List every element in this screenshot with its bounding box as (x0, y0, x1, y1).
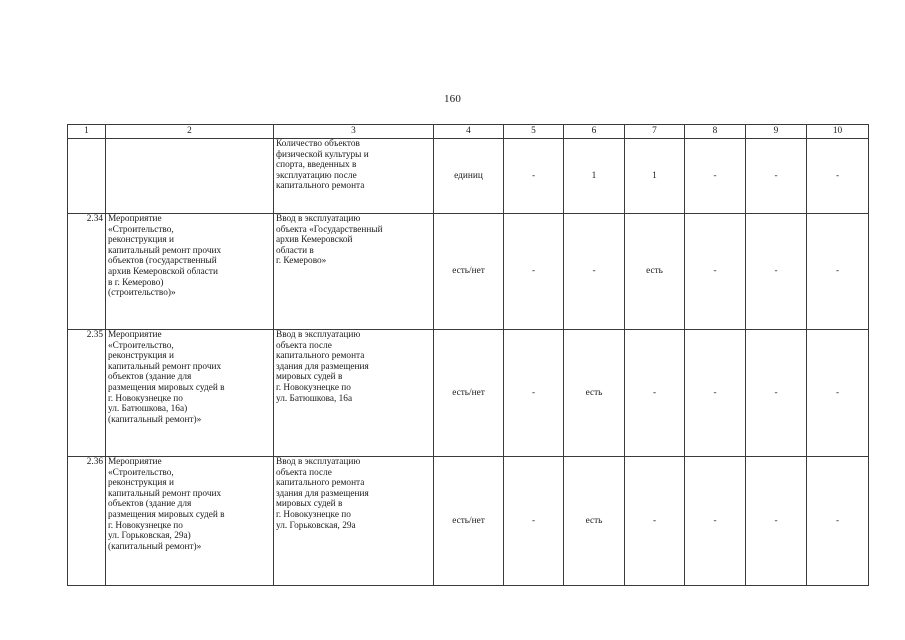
value-cell: - (685, 457, 746, 586)
row-number: 2.35 (68, 330, 106, 457)
indicator-cell: Ввод в эксплуатацию объекта после капитального ремонта здания для размещения мировых судей в г. Новокузнецке по ул. Горьковская, 29а (274, 457, 434, 586)
unit-cell: есть/нет (434, 457, 504, 586)
row-number: 2.36 (68, 457, 106, 586)
event-cell: Мероприятие «Строительство, реконструкция и капитальный ремонт прочих объектов (здание для размещения мировых судей в г. Новокузнецке по ул. Горьковская, 29а) (капитальный ремонт)» (106, 457, 274, 586)
header-cell: 3 (274, 125, 434, 139)
unit-cell: есть/нет (434, 330, 504, 457)
value-cell: - (746, 139, 807, 214)
header-cell: 4 (434, 125, 504, 139)
value-cell: есть (564, 457, 625, 586)
value-cell: есть (625, 214, 685, 330)
value-cell: - (807, 139, 869, 214)
value-cell: - (564, 214, 625, 330)
indicators-table (67, 124, 869, 586)
table-row (68, 214, 869, 330)
value-cell: - (807, 330, 869, 457)
unit-cell: единиц (434, 139, 504, 214)
value-cell: - (504, 139, 564, 214)
value-cell: - (746, 457, 807, 586)
table-header-row (68, 125, 869, 139)
value-cell: - (807, 214, 869, 330)
event-cell: Мероприятие «Строительство, реконструкция и капитальный ремонт прочих объектов (государственный архив Кемеровской области в г. Кемерово) (строительство)» (106, 214, 274, 330)
value-cell: - (504, 457, 564, 586)
value-cell: - (807, 457, 869, 586)
event-cell (106, 139, 274, 214)
table-row (68, 330, 869, 457)
header-cell: 2 (106, 125, 274, 139)
value-cell: - (625, 457, 685, 586)
indicator-cell: Ввод в эксплуатацию объекта «Государственный архив Кемеровской области в г. Кемерово» (274, 214, 434, 330)
indicator-cell: Количество объектов физической культуры и спорта, введенных в эксплуатацию после капитального ремонта (274, 139, 434, 214)
header-cell: 7 (625, 125, 685, 139)
event-cell: Мероприятие «Строительство, реконструкция и капитальный ремонт прочих объектов (здание для размещения мировых судей в г. Новокузнецке по ул. Батюшкова, 16а) (капитальный ремонт)» (106, 330, 274, 457)
value-cell: - (625, 330, 685, 457)
value-cell: - (685, 139, 746, 214)
header-cell: 8 (685, 125, 746, 139)
unit-cell: есть/нет (434, 214, 504, 330)
header-cell: 9 (746, 125, 807, 139)
table-row (68, 139, 869, 214)
header-cell: 1 (68, 125, 106, 139)
value-cell: 1 (564, 139, 625, 214)
value-cell: - (746, 214, 807, 330)
page-number: 160 (443, 93, 462, 105)
value-cell: - (685, 330, 746, 457)
header-cell: 10 (807, 125, 869, 139)
header-cell: 6 (564, 125, 625, 139)
row-number (68, 139, 106, 214)
value-cell: - (685, 214, 746, 330)
row-number: 2.34 (68, 214, 106, 330)
table-row (68, 457, 869, 586)
value-cell: - (746, 330, 807, 457)
value-cell: - (504, 214, 564, 330)
value-cell: есть (564, 330, 625, 457)
header-cell: 5 (504, 125, 564, 139)
indicator-cell: Ввод в эксплуатацию объекта после капитального ремонта здания для размещения мировых судей в г. Новокузнецке по ул. Батюшкова, 16а (274, 330, 434, 457)
value-cell: - (504, 330, 564, 457)
value-cell: 1 (625, 139, 685, 214)
